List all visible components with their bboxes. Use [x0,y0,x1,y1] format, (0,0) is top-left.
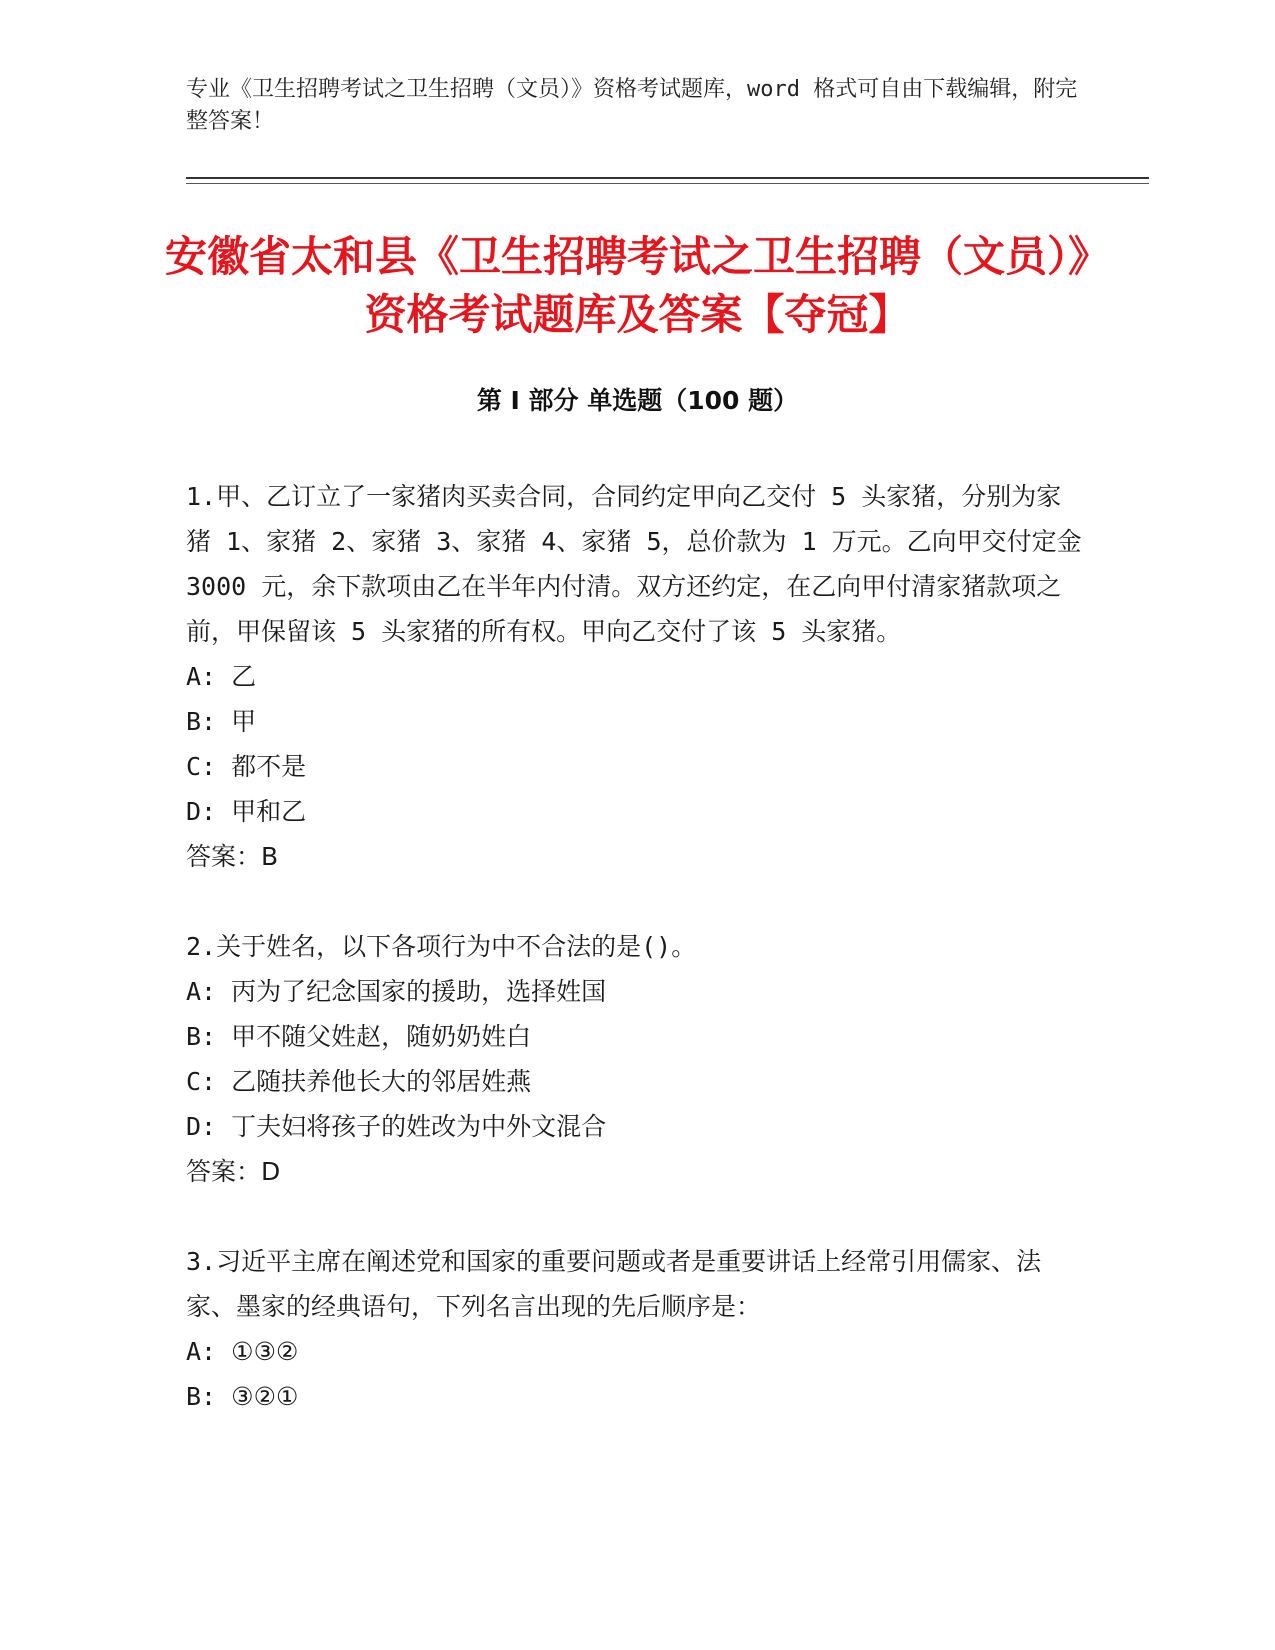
header-divider-thin [186,183,1149,184]
question-list [186,474,1086,1464]
question-stem: 2.关于姓名，以下各项行为中不合法的是()。 [186,932,697,961]
option-b: B: 甲不随父姓赵，随奶奶姓白 [186,1022,532,1051]
option-b: B: 甲 [186,707,257,736]
answer-line: 答案：D [186,1157,281,1186]
document-title: 安徽省太和县《卫生招聘考试之卫生招聘（文员）》资格考试题库及答案【夺冠】 [164,232,1110,339]
question-3 [186,1239,1086,1419]
option-a: A: 乙 [186,662,257,691]
option-d: D: 丁夫妇将孩子的姓改为中外文混合 [186,1112,607,1141]
option-a: A: 丙为了纪念国家的援助，选择姓国 [186,977,607,1006]
option-d: D: 甲和乙 [186,797,307,826]
option-a: A: ①③② [186,1337,299,1366]
option-c: C: 乙随扶养他长大的邻居姓燕 [186,1067,532,1096]
answer-line: 答案：B [186,842,279,871]
question-stem: 1.甲、乙订立了一家猪肉买卖合同，合同约定甲向乙交付 5 头家猪，分别为家猪 1、家猪 2、家猪 3、家猪 4、家猪 5，总价款为 1 万元。乙向甲交付定金 3000 元，余下款项由乙在半年内付清。双方还约定，在乙向甲付清家猪款项之前，甲保留该 5 头家猪的所有权。甲向乙交付了该 5 头家猪。 [186,482,1082,646]
question-2 [186,924,1086,1194]
header-note: 专业《卫生招聘考试之卫生招聘（文员）》资格考试题库，word 格式可自由下载编辑，附完整答案！ [186,77,1078,134]
option-b: B: ③②① [186,1382,299,1411]
option-c: C: 都不是 [186,752,307,781]
question-stem: 3.习近平主席在阐述党和国家的重要问题或者是重要讲话上经常引用儒家、法家、墨家的经典语句，下列名言出现的先后顺序是： [186,1247,1042,1321]
header-divider-thick [186,177,1149,179]
question-1 [186,474,1086,879]
section-heading: 第 I 部分 单选题（100 题） [476,386,799,415]
